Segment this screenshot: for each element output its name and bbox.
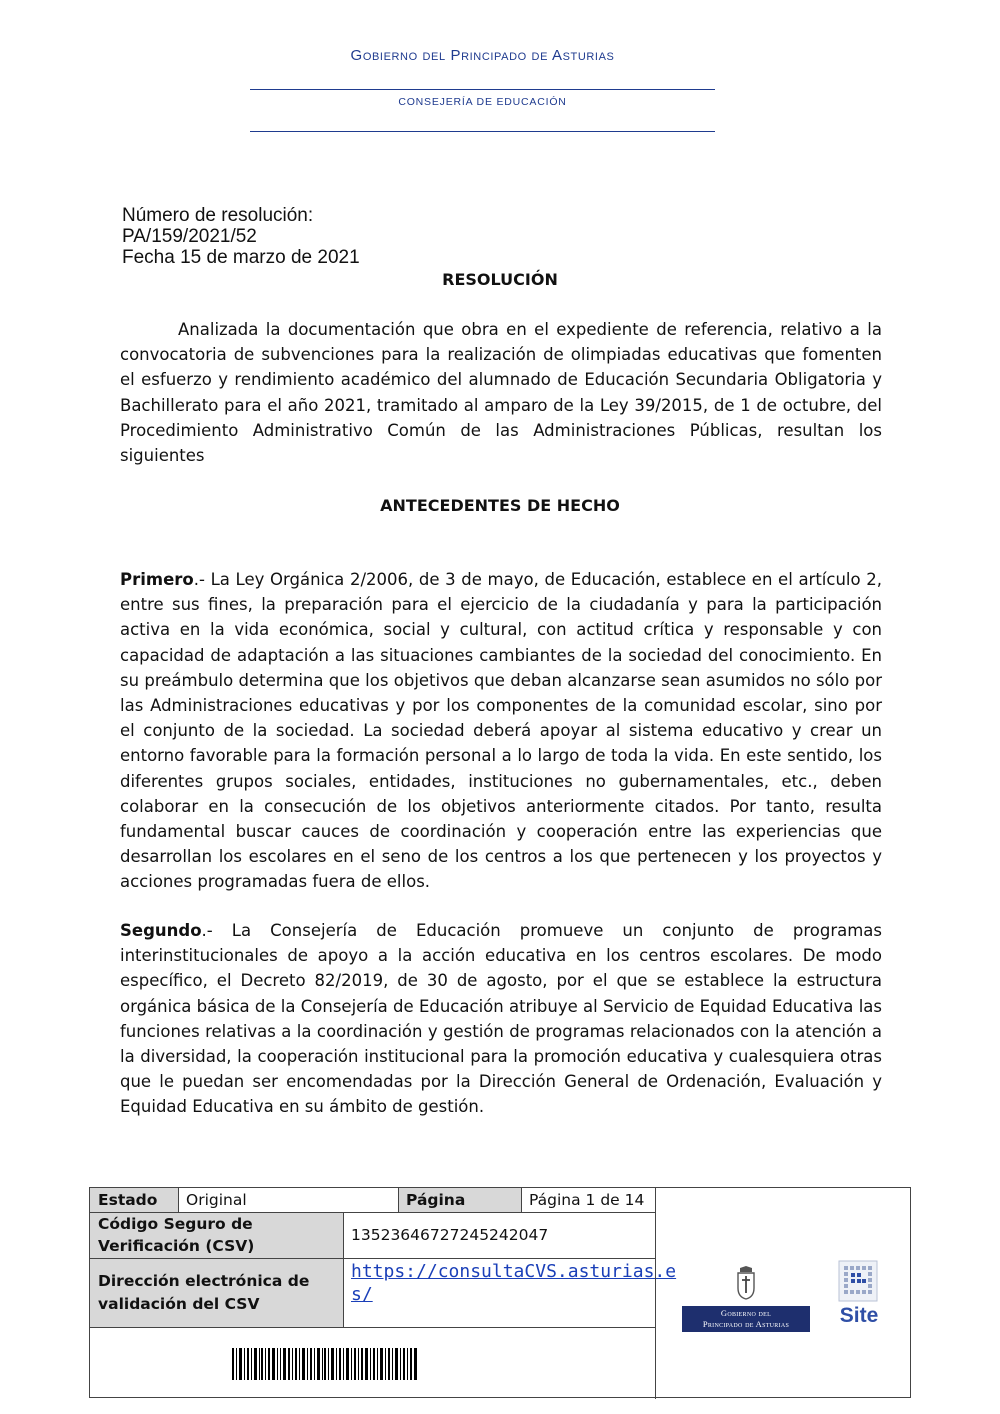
estado-value: Original <box>186 1191 247 1209</box>
grid-line <box>90 1258 655 1259</box>
header-rule-bottom <box>250 131 715 132</box>
paragraph-segundo <box>120 918 882 1120</box>
csv-barcode <box>232 1348 418 1380</box>
department-header: CONSEJERÍA DE EDUCACIÓN <box>398 96 567 108</box>
logo-line2: Principado de Asturias <box>702 1319 790 1329</box>
grid-line <box>90 1212 655 1213</box>
csv-label-line1: Código Seguro de <box>98 1215 253 1233</box>
csv-label-line2: Verificación (CSV) <box>98 1237 255 1255</box>
verification-table <box>89 1187 911 1398</box>
intro-paragraph: Analizada la documentación que obra en el expediente de referencia, relativo a la convocatoria de subvenciones para la realización de olimpiadas educativas que fomenten el esfuerzo y rendimiento académico del alumnado de Educación Secundaria Obligatoria y Bachillerato para el año 2021, tramitado al amparo de la Ley 39/2015, de 1 de octubre, del Procedimiento Administrativo Común de las Administraciones Públicas, resultan los siguientes <box>120 320 882 466</box>
site-logo-icon <box>838 1260 878 1302</box>
validation-label-line1: Dirección electrónica de <box>98 1272 310 1290</box>
header-rule-top <box>250 89 715 90</box>
resolution-stamp <box>122 205 360 268</box>
segundo-text: .- La Consejería de Educación promueve un conjunto de programas interinstitucionales de apoyo a la acción educativa en los centros escolares. De modo específico, el Decreto 82/2019, de 30 de agosto, por el que se establece la estructura orgánica básica de la Consejería de Educación atribuye al Servicio de Equidad Educativa las funciones relativas a la coordinación y gestión de programas relacionados con la atención a la diversidad, la cooperación institucional para la promoción educativa y cualesquiera otras que le puedan ser encomendadas por la Dirección General de Ordenación, Evaluación y Equidad Educativa en su ámbito de gestión. <box>120 921 882 1117</box>
government-logo <box>682 1306 810 1332</box>
paragraph-primero <box>120 567 882 895</box>
government-header: Gobierno del Principado de Asturias <box>350 47 615 64</box>
grid-line <box>398 1188 399 1212</box>
document-title: RESOLUCIÓN <box>442 270 558 289</box>
resolution-date: Fecha 15 de marzo de 2021 <box>122 247 360 268</box>
csv-label <box>90 1212 343 1258</box>
validation-label-line2: validación del CSV <box>98 1295 260 1313</box>
primero-lead: Primero <box>120 570 194 589</box>
segundo-lead: Segundo <box>120 921 202 940</box>
validation-url-line1[interactable]: https://consultaCVS.asturias.e <box>351 1261 677 1282</box>
grid-line <box>521 1188 522 1212</box>
coat-of-arms-icon <box>735 1266 757 1300</box>
resolution-number: PA/159/2021/52 <box>122 226 257 247</box>
validation-url[interactable] <box>343 1258 677 1327</box>
validation-address-label <box>90 1258 343 1327</box>
grid-line <box>343 1212 344 1327</box>
primero-text: .- La Ley Orgánica 2/2006, de 3 de mayo, de Educación, establece en el artículo 2, entre sus fines, la preparación para el ejercicio de la ciudadanía y para la participación activa en la vida económica, social y cultural, con actitud crítica y responsable y con capacidad de adaptación a las situaciones cambiantes de la sociedad del conocimiento. En su preámbulo determina que los objetivos que deban alcanzarse sean asumidos no sólo por las Administraciones educativas y por los componentes de la comunidad escolar, sino por el conjunto de la sociedad. La sociedad deberá apoyar al sistema educativo y crear un entorno favorable para la formación personal a lo largo de toda la vida. En este sentido, los diferentes grupos sociales, entidades, instituciones no gubernamentales, etc., deben colaborar en la consecución de los objetivos anteriormente citados. Por tanto, resulta fundamental buscar cauces de coordinación y cooperación entre las experiencias que desarrollan los escolares en el seno de los centros a los que pertenecen y los proyectos y acciones programadas fuera de ellos. <box>120 570 882 892</box>
estado-label: Estado <box>90 1188 178 1212</box>
pagina-label: Página <box>398 1188 521 1212</box>
grid-line <box>90 1327 655 1328</box>
grid-line <box>655 1188 656 1399</box>
pagina-value: Página 1 de 14 <box>529 1191 645 1209</box>
resolution-number-label: Número de resolución: <box>122 205 314 226</box>
section-title: ANTECEDENTES DE HECHO <box>380 496 620 515</box>
logo-line1: Gobierno del <box>720 1308 772 1318</box>
grid-line <box>178 1188 179 1212</box>
site-label: Site <box>839 1304 879 1327</box>
validation-url-line2[interactable]: s/ <box>351 1284 373 1305</box>
csv-value: 13523646727245242047 <box>351 1226 549 1244</box>
